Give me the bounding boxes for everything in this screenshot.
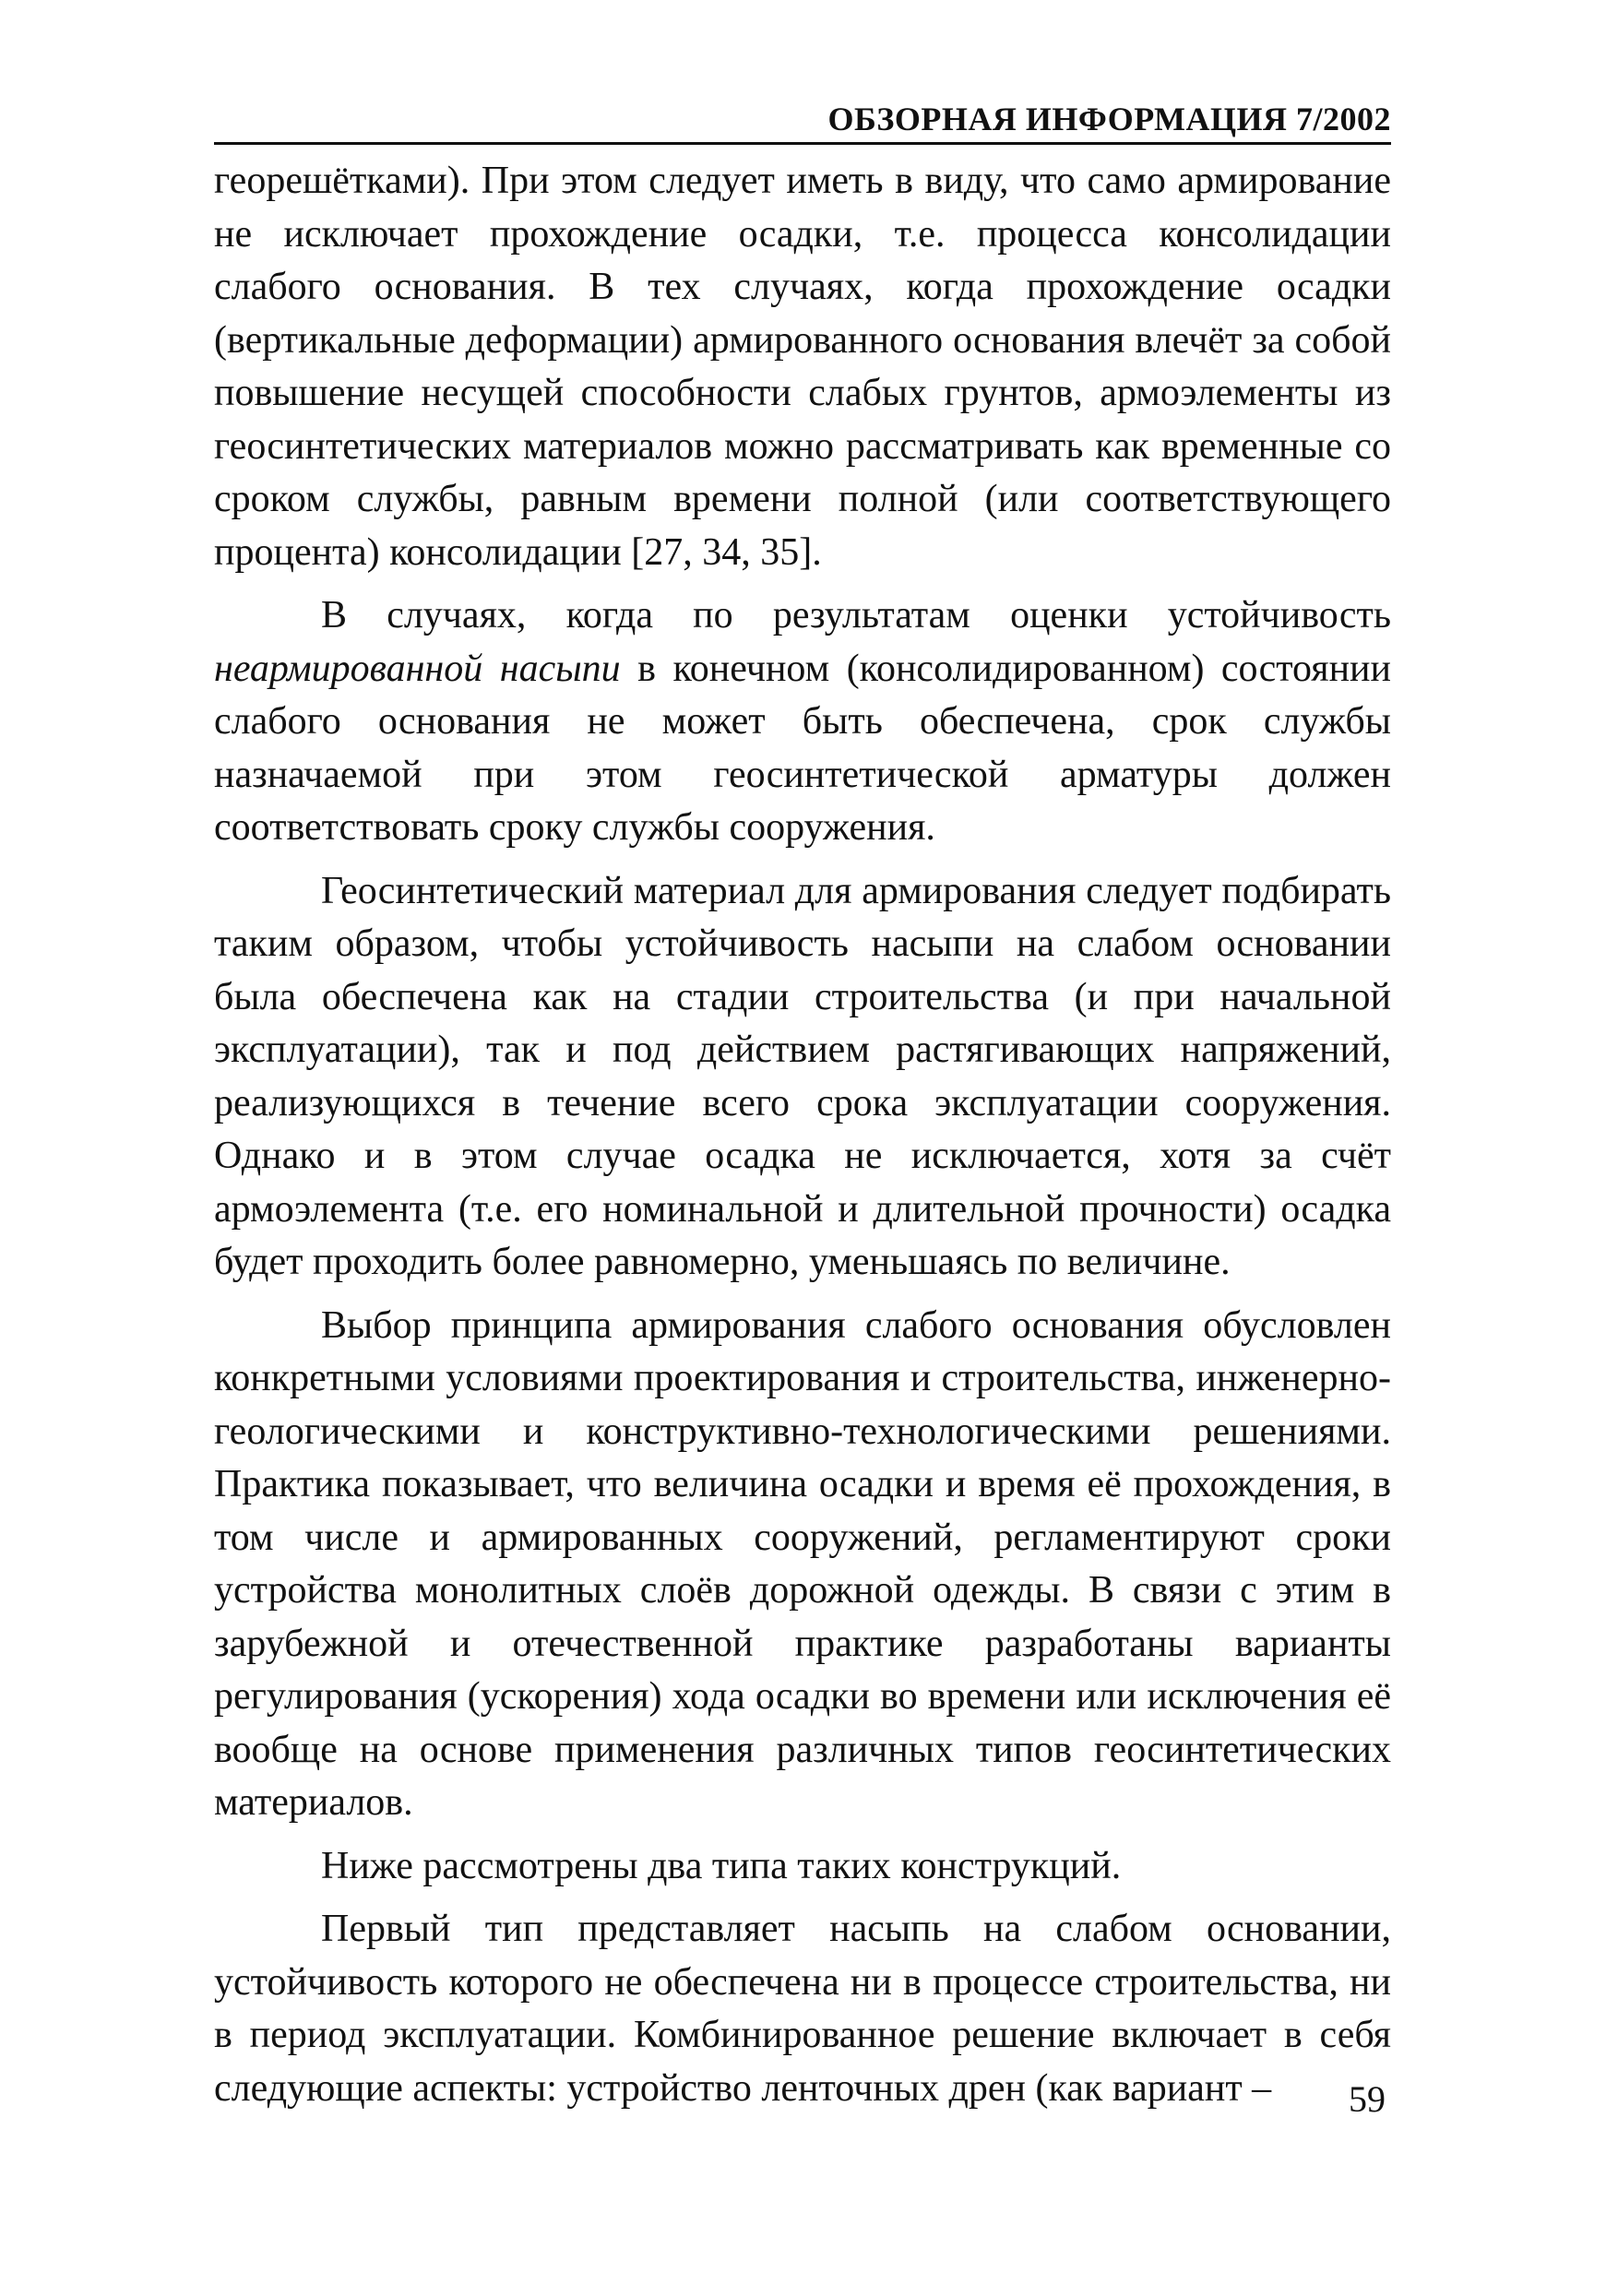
paragraph-2-emphasis: неармированной насыпи [214,647,621,690]
paragraph-2 [214,589,1391,855]
paragraph-1: георешётками). При этом следует иметь в виду, что само армирование не исключает прохождение осадки, т.е. процесса консолидации слабого основания. В тех случаях, когда прохождение осадки (вертикальные деформации) армированного основания влечёт за собой повышение несущей способности слабых грунтов, армоэлементы из геосинтетических материалов можно рассматривать как временные со сроком службы, равным времени полной (или соответствующего процента) консолидации [27, 34, 35]. [214,160,1391,574]
paragraph-5: Ниже рассмотрены два типа таких конструкций. [321,1844,1122,1887]
header-title: ОБЗОРНАЯ ИНФОРМАЦИЯ 7/2002 [827,101,1391,137]
paragraph-4: Выбор принципа армирования слабого основания обусловлен конкретными условиями проектирования и строительства, инженерно-геологическими и конструктивно-технологическими решениями. Практика показывает, что величина осадки и время её прохождения, в том числе и армированных сооружений, регламентируют сроки устройства монолитных слоёв дорожной одежды. В связи с этим в зарубежной и отечественной практике разработаны варианты регулирования (ускорения) хода осадки во времени или исключения её вообще на основе применения различных типов геосинтетических материалов. [214,1303,1391,1824]
running-header [214,100,1391,145]
paragraph-2-start: В случаях, когда по результатам оценки устойчивость [321,594,1391,636]
body-text [214,155,1391,2125]
paragraph-6: Первый тип представляет насыпь на слабом основании, устойчивость которого не обеспечена ни в процессе строительства, ни в период эксплуатации. Комбинированное решение включает в себя следующие аспекты: устройство ленточных дрен (как вариант – [214,1908,1391,2110]
paragraph-3: Геосинтетический материал для армирования следует подбирать таким образом, чтобы устойчивость насыпи на слабом основании была обеспечена как на стадии строительства (и при начальной эксплуатации), так и под действием растягивающих напряжений, реализующихся в течение всего срока эксплуатации сооружения. Однако и в этом случае осадка не исключается, хотя за счёт армоэлемента (т.е. его номинальной и длительной прочности) осадка будет проходить более равномерно, уменьшаясь по величине. [214,869,1391,1283]
page-number: 59 [1349,2078,1386,2120]
paragraph-2-end: в конечном (консолидированном) состоянии слабого основания не может быть обеспечена, срок службы назначаемой при этом геосинтетической арматуры должен соответствовать сроку службы сооружения. [214,647,1391,849]
